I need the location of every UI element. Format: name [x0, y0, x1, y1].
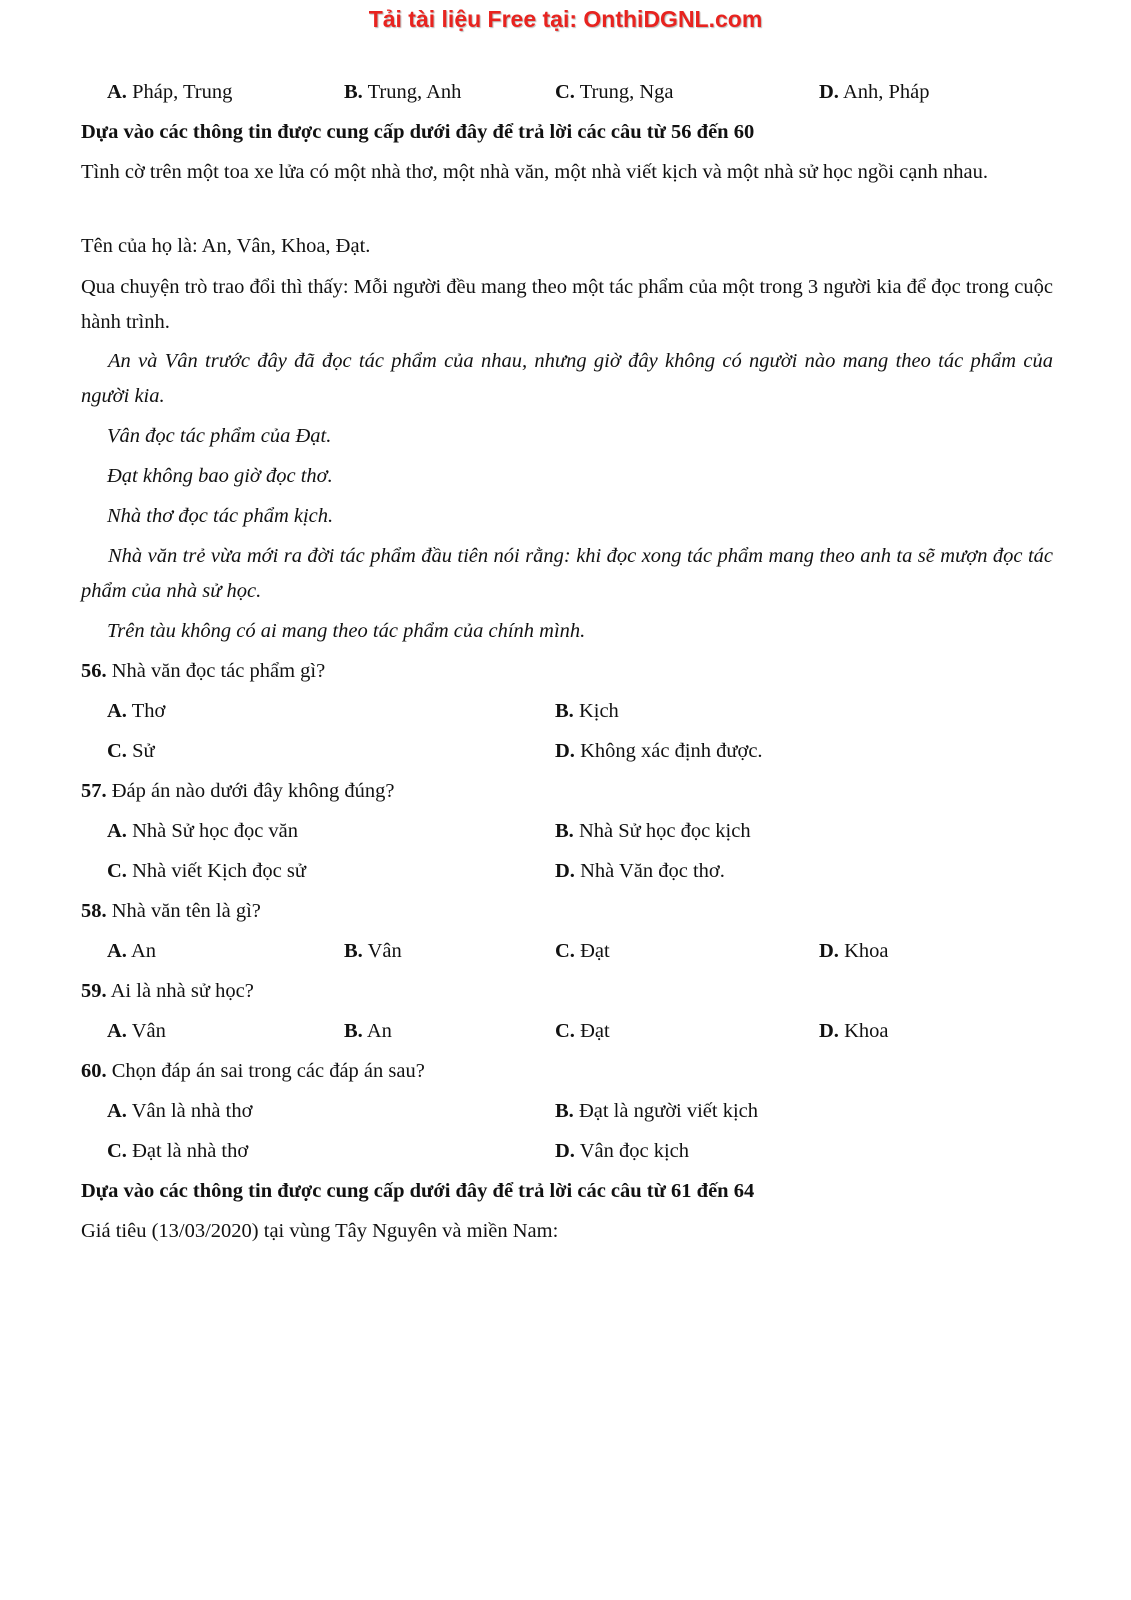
q60-option-d: D. Vân đọc kịch: [555, 1140, 689, 1162]
q56-option-a: A. Thơ: [107, 700, 166, 722]
q59-option-b: B. An: [344, 1020, 392, 1042]
q58-option-a: A. An: [107, 940, 156, 962]
q56-option-c: C. Sử: [107, 740, 155, 762]
q58-option-c: C. Đạt: [555, 940, 610, 962]
clue-2: Vân đọc tác phẩm của Đạt.: [107, 425, 332, 447]
question-58: 58. Nhà văn tên là gì?: [81, 900, 261, 922]
q59-option-c: C. Đạt: [555, 1020, 610, 1042]
question-57: 57. Đáp án nào dưới đây không đúng?: [81, 780, 395, 802]
prev-option-d: D. Anh, Pháp: [819, 81, 930, 103]
section1-intro-2: Tên của họ là: An, Vân, Khoa, Đạt.: [81, 235, 371, 257]
question-60: 60. Chọn đáp án sai trong các đáp án sau?: [81, 1060, 425, 1082]
clue-5: Nhà văn trẻ vừa mới ra đời tác phẩm đầu tiên nói rằng: khi đọc xong tác phẩm mang theo anh ta sẽ mượn đọc tác phẩm của nhà sử học.: [81, 545, 1053, 602]
clue-3: Đạt không bao giờ đọc thơ.: [107, 465, 333, 487]
q60-option-a: A. Vân là nhà thơ: [107, 1100, 253, 1122]
clue-1: An và Vân trước đây đã đọc tác phẩm của nhau, nhưng giờ đây không có người nào mang theo tác phẩm của người kia.: [81, 350, 1053, 407]
prev-option-b: B. Trung, Anh: [344, 81, 462, 103]
section1-intro-1: Tình cờ trên một toa xe lửa có một nhà thơ, một nhà văn, một nhà viết kịch và một nhà sử học ngồi cạnh nhau.: [81, 161, 988, 183]
q58-option-b: B. Vân: [344, 940, 402, 962]
clue-6: Trên tàu không có ai mang theo tác phẩm của chính mình.: [107, 620, 586, 642]
q60-option-b: B. Đạt là người viết kịch: [555, 1100, 759, 1122]
section2-heading: Dựa vào các thông tin được cung cấp dưới đây để trả lời các câu từ 61 đến 64: [81, 1180, 755, 1202]
section1-heading: Dựa vào các thông tin được cung cấp dưới đây để trả lời các câu từ 56 đến 60: [81, 121, 755, 143]
q57-option-a: A. Nhà Sử học đọc văn: [107, 820, 299, 842]
q57-option-d: D. Nhà Văn đọc thơ.: [555, 860, 725, 882]
question-59: 59. Ai là nhà sử học?: [81, 980, 254, 1002]
prev-option-c: C. Trung, Nga: [555, 81, 674, 103]
section2-intro: Giá tiêu (13/03/2020) tại vùng Tây Nguyên và miền Nam:: [81, 1220, 559, 1242]
download-banner[interactable]: Tải tài liệu Free tại: OnthiDGNL.com: [368, 6, 763, 32]
q56-option-b: B. Kịch: [555, 700, 619, 722]
q59-option-a: A. Vân: [107, 1020, 166, 1042]
q60-option-c: C. Đạt là nhà thơ: [107, 1140, 249, 1162]
section1-intro-3: Qua chuyện trò trao đổi thì thấy: Mỗi người đều mang theo một tác phẩm của một trong 3 người kia để đọc trong cuộc hành trình.: [81, 276, 1053, 333]
prev-option-a: A. Pháp, Trung: [107, 81, 233, 103]
q56-option-d: D. Không xác định được.: [555, 740, 763, 762]
q57-option-c: C. Nhà viết Kịch đọc sử: [107, 860, 306, 882]
q57-option-b: B. Nhà Sử học đọc kịch: [555, 820, 751, 842]
q59-option-d: D. Khoa: [819, 1020, 889, 1042]
clue-4: Nhà thơ đọc tác phẩm kịch.: [107, 505, 334, 527]
q58-option-d: D. Khoa: [819, 940, 889, 962]
question-56: 56. Nhà văn đọc tác phẩm gì?: [81, 660, 326, 682]
